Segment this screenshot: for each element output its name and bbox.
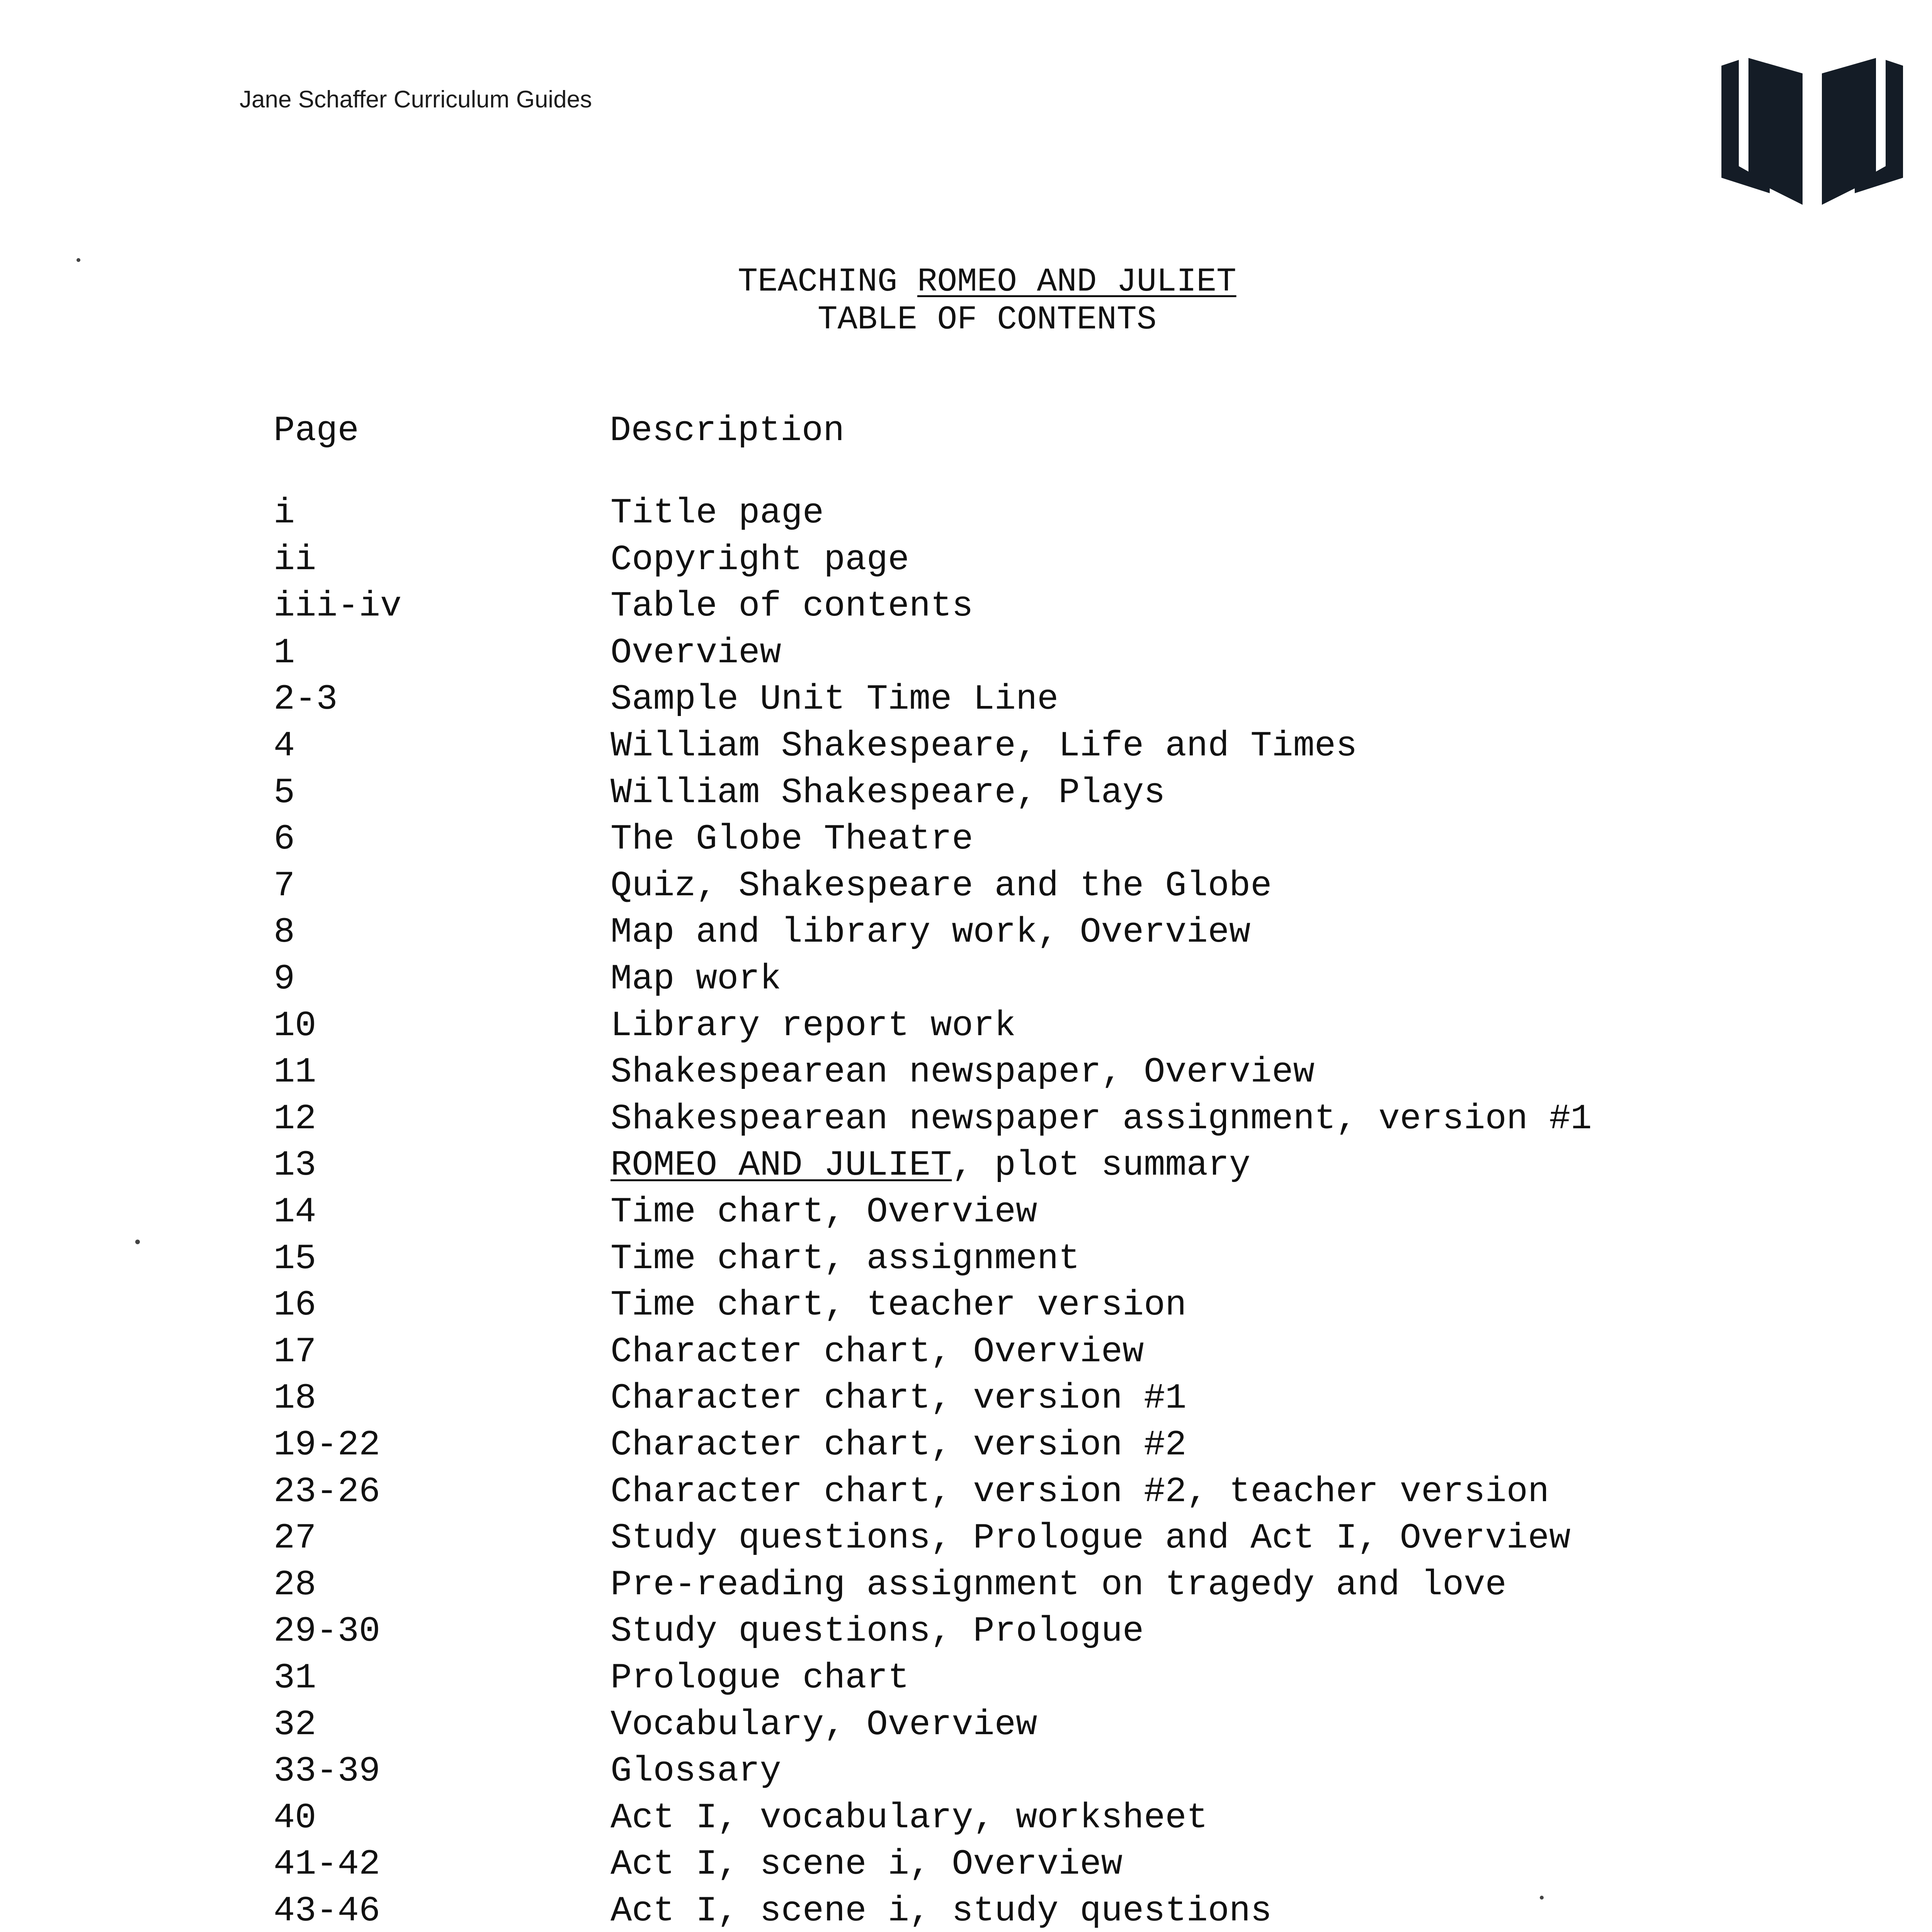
- toc-description: Title page: [611, 493, 824, 533]
- toc-page-number: 11: [274, 1052, 316, 1092]
- toc-page-number: i: [274, 493, 295, 533]
- toc-page-number: 13: [274, 1145, 316, 1185]
- toc-page-number: 12: [274, 1099, 316, 1139]
- toc-description-title: ROMEO AND JULIET: [611, 1145, 952, 1185]
- toc-description: The Globe Theatre: [611, 819, 973, 859]
- toc-description: Act I, vocabulary, worksheet: [611, 1798, 1208, 1838]
- toc-page-number: 31: [274, 1658, 316, 1698]
- toc-page-number: 7: [274, 866, 295, 906]
- toc-description: Character chart, version #2: [611, 1425, 1187, 1465]
- toc-description: Character chart, version #2, teacher version: [611, 1471, 1549, 1512]
- toc-page-number: 10: [274, 1005, 316, 1046]
- toc-description: Time chart, Overview: [611, 1192, 1037, 1232]
- toc-description: William Shakespeare, Plays: [611, 772, 1165, 813]
- toc-description: Glossary: [611, 1751, 781, 1791]
- toc-page-number: 43-46: [274, 1891, 381, 1931]
- toc-description: Library report work: [611, 1005, 1016, 1046]
- title-subtitle: TABLE OF CONTENTS: [817, 301, 1157, 338]
- toc-page-number: 19-22: [274, 1425, 381, 1465]
- title-work: ROMEO AND JULIET: [917, 263, 1236, 301]
- toc-description: Study questions, Prologue: [611, 1611, 1144, 1651]
- toc-page-number: ii: [274, 539, 316, 580]
- publisher-header: Jane Schaffer Curriculum Guides: [240, 86, 592, 113]
- toc-description: Prologue chart: [611, 1658, 909, 1698]
- toc-page-number: 32: [274, 1704, 316, 1745]
- toc-page-number: 4: [274, 726, 295, 766]
- column-header-description: Description: [610, 410, 845, 451]
- toc-page-number: 1: [274, 633, 295, 673]
- toc-description: Character chart, Overview: [611, 1332, 1144, 1372]
- toc-description: Overview: [611, 633, 781, 673]
- toc-description: Character chart, version #1: [611, 1378, 1187, 1418]
- toc-description: Table of contents: [611, 586, 973, 626]
- toc-page-number: 14: [274, 1192, 316, 1232]
- toc-page-number: 33-39: [274, 1751, 381, 1791]
- toc-page-number: 15: [274, 1238, 316, 1279]
- toc-description: Act I, scene i, study questions: [611, 1891, 1272, 1931]
- toc-description: [611, 1146, 1250, 1185]
- toc-description: Pre-reading assignment on tragedy and love: [611, 1565, 1507, 1605]
- toc-page-number: 41-42: [274, 1844, 381, 1884]
- toc-page-number: 40: [274, 1798, 316, 1838]
- toc-page-number: 29-30: [274, 1611, 381, 1651]
- toc-description: Shakespearean newspaper assignment, version #1: [611, 1099, 1592, 1139]
- toc-page-number: 17: [274, 1332, 316, 1372]
- toc-description: Act I, scene i, Overview: [611, 1844, 1123, 1884]
- toc-description: Map and library work, Overview: [611, 912, 1251, 952]
- toc-page-number: 8: [274, 912, 295, 952]
- toc-page-number: 23-26: [274, 1471, 381, 1512]
- scan-speck: [1540, 1896, 1544, 1900]
- toc-description: Sample Unit Time Line: [611, 679, 1059, 719]
- toc-page-number: 2-3: [274, 679, 338, 719]
- toc-description: Map work: [611, 959, 781, 999]
- toc-description: Vocabulary, Overview: [611, 1704, 1037, 1745]
- toc-description: Copyright page: [611, 539, 909, 580]
- toc-page-number: iii-iv: [274, 586, 402, 626]
- scan-speck: [77, 258, 80, 262]
- toc-page-number: 27: [274, 1518, 316, 1558]
- title-prefix: TEACHING: [738, 263, 917, 301]
- toc-description: Shakespearean newspaper, Overview: [611, 1052, 1315, 1092]
- toc-description-rest: , plot summary: [952, 1145, 1251, 1185]
- scan-speck: [135, 1240, 140, 1244]
- toc-page-number: 5: [274, 772, 295, 813]
- toc-description: Time chart, teacher version: [611, 1285, 1187, 1325]
- toc-page-number: 16: [274, 1285, 316, 1325]
- toc-page-number: 18: [274, 1378, 316, 1418]
- toc-page-number: 9: [274, 959, 295, 999]
- column-header-page: Page: [274, 410, 359, 451]
- toc-description: Study questions, Prologue and Act I, Overview: [611, 1518, 1571, 1558]
- toc-description: William Shakespeare, Life and Times: [611, 726, 1357, 766]
- toc-description: Quiz, Shakespeare and the Globe: [611, 866, 1272, 906]
- toc-description: Time chart, assignment: [611, 1238, 1080, 1279]
- toc-page-number: 6: [274, 819, 295, 859]
- toc-page-number: 28: [274, 1565, 316, 1605]
